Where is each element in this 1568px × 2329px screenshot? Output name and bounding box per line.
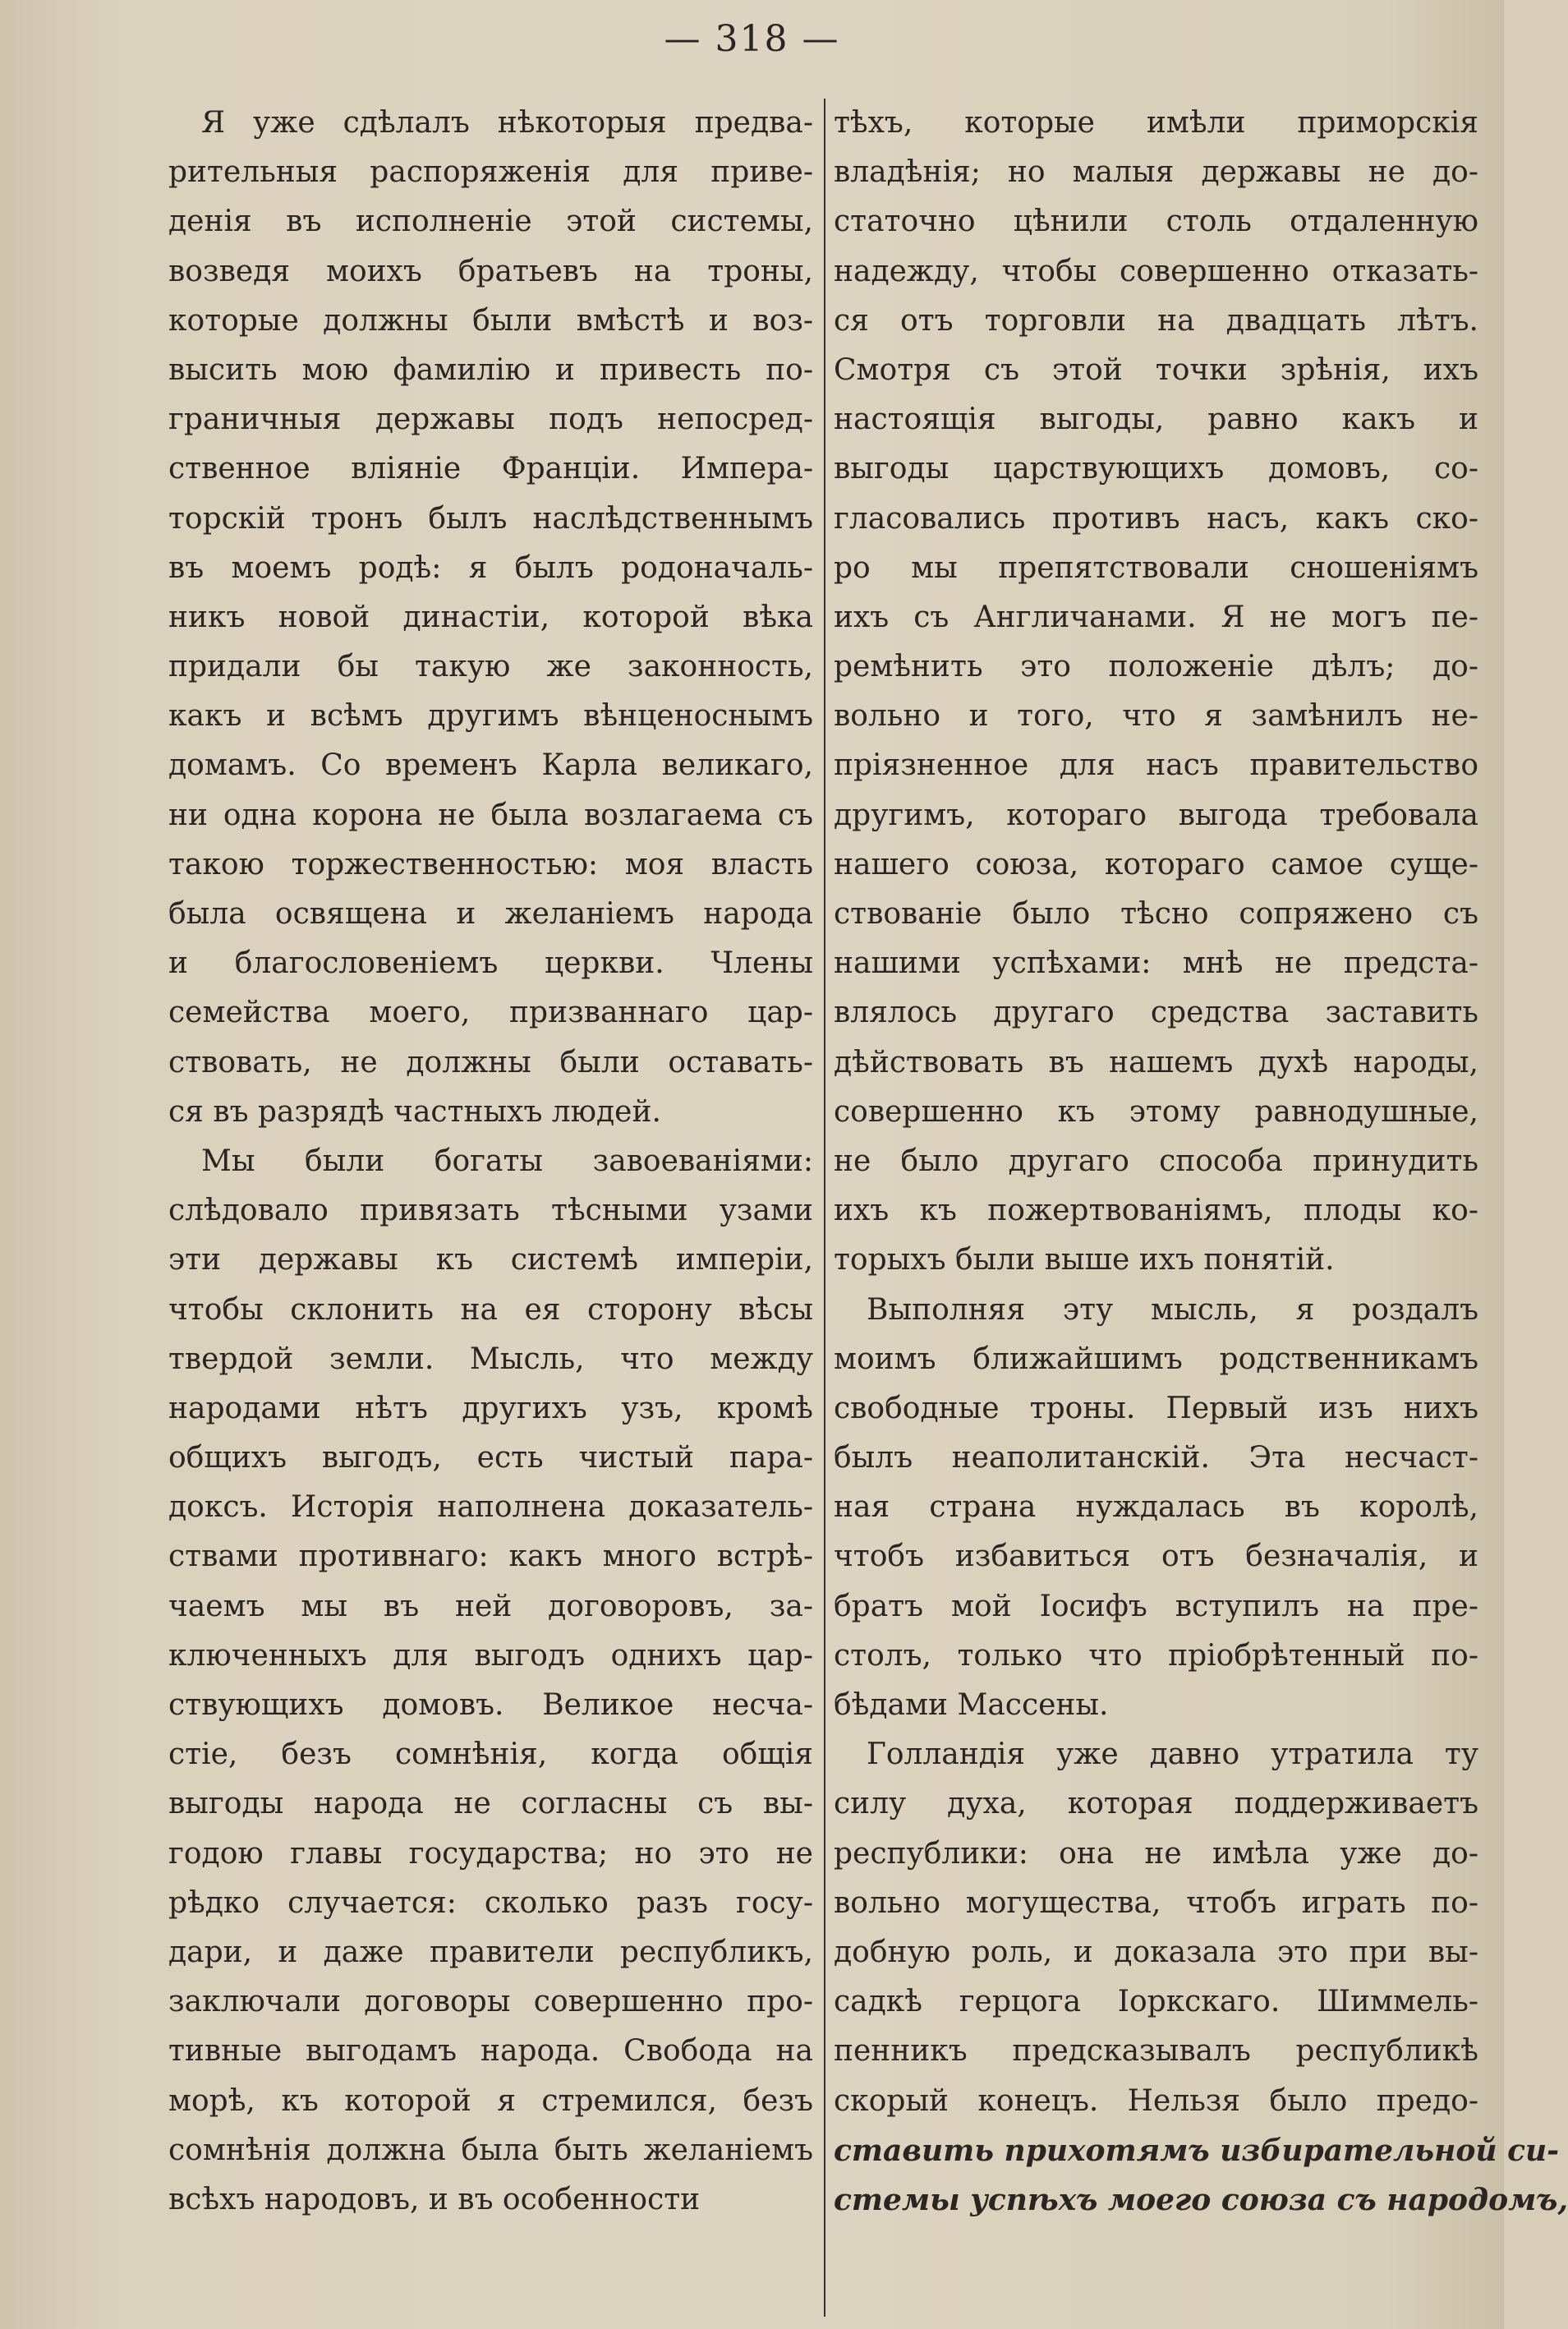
text-line: выгоды народа не согласны съ вы- (168, 1787, 813, 1821)
paragraph (168, 1137, 813, 2225)
text-line: статочно цѣнили столь отдаленную (834, 205, 1478, 239)
text-line: стіе, безъ сомнѣнія, когда общія (168, 1738, 813, 1772)
right-text-column (834, 99, 1568, 2225)
text-line: былъ неаполитанскій. Эта несчаст- (834, 1441, 1478, 1475)
text-line: влялось другаго средства заставить (834, 996, 1478, 1030)
text-line: скорый конецъ. Нельзя было предо- (834, 2083, 1478, 2118)
text-line: ни одна корона не была возлагаема съ (168, 798, 813, 832)
text-line: торыхъ были выше ихъ понятій. (834, 1243, 1335, 1277)
text-line: твердой земли. Мысль, что между (168, 1342, 813, 1376)
text-line: ставить прихотямъ избирательной си- (834, 2133, 1560, 2168)
text-line: чаемъ мы въ ней договоровъ, за- (168, 1589, 813, 1623)
text-line: ная страна нуждалась въ королѣ, (834, 1490, 1478, 1525)
text-line: Мы были богаты завоеваніями: (201, 1144, 813, 1178)
text-line: ствованіе было тѣсно сопряжено съ (834, 897, 1478, 931)
paragraph (168, 99, 813, 1137)
text-line: вольно могущества, чтобъ играть по- (834, 1885, 1478, 1920)
text-line: ремѣнить это положеніе дѣлъ; до- (834, 650, 1478, 684)
text-line: вольно и того, что я замѣнилъ не- (834, 699, 1478, 734)
text-line: пріязненное для насъ правительство (834, 748, 1478, 783)
text-line: настоящія выгоды, равно какъ и (834, 403, 1478, 437)
column-divider (824, 99, 825, 2317)
text-line: какъ и всѣмъ другимъ вѣнценоснымъ (168, 699, 813, 734)
text-line: денія въ исполненіе этой системы, (168, 205, 813, 239)
text-line: общихъ выгодъ, есть чистый пара- (168, 1441, 813, 1475)
text-line: бѣдами Массены. (834, 1688, 1109, 1722)
text-line: нашими успѣхами: мнѣ не предста- (834, 946, 1478, 981)
text-line: такою торжественностью: моя власть (168, 847, 813, 881)
text-line: въ моемъ родѣ: я былъ родоначаль- (168, 550, 813, 585)
text-line: годою главы государства; но это не (168, 1836, 813, 1871)
text-line: силу духа, которая поддерживаетъ (834, 1787, 1478, 1821)
text-line: чтобъ избавиться отъ безначалія, и (834, 1540, 1478, 1574)
text-line: не было другаго способа принудить (834, 1144, 1478, 1178)
text-line: дѣйствовать въ нашемъ духѣ народы, (834, 1045, 1478, 1079)
text-line: слѣдовало привязать тѣсными узами (168, 1194, 813, 1228)
text-line: домамъ. Со временъ Карла великаго, (168, 748, 813, 783)
left-text-column (168, 99, 813, 2225)
text-line: Я уже сдѣлалъ нѣкоторыя предва- (201, 106, 813, 140)
text-line: свободные троны. Первый изъ нихъ (834, 1391, 1478, 1425)
text-line: которые должны были вмѣстѣ и воз- (168, 303, 813, 338)
text-line: гласовались противъ насъ, какъ ско- (834, 501, 1478, 536)
text-line: столъ, только что пріобрѣтенный по- (834, 1638, 1478, 1673)
text-line: рительныя распоряженія для приве- (168, 155, 813, 190)
text-line: Смотря съ этой точки зрѣнія, ихъ (834, 352, 1478, 387)
text-line: сомнѣнія должна была быть желаніемъ (168, 2133, 813, 2167)
text-line: Выполняя эту мысль, я роздалъ (867, 1292, 1478, 1327)
text-line: дари, и даже правители республикъ, (168, 1935, 813, 1969)
text-line: ственное вліяніе Франціи. Импера- (168, 452, 813, 486)
text-line: ствующихъ домовъ. Великое несча- (168, 1688, 813, 1722)
text-line: пенникъ предсказывалъ республикѣ (834, 2034, 1478, 2069)
text-line: возведя моихъ братьевъ на троны, (168, 254, 813, 288)
text-line: ихъ къ пожертвованіямъ, плоды ко- (834, 1194, 1478, 1228)
text-line: тѣхъ, которые имѣли приморскія (834, 106, 1478, 140)
text-line: Голландія уже давно утратила ту (867, 1738, 1478, 1772)
text-line: ствовать, не должны были оставать- (168, 1045, 813, 1079)
text-line: надежду, чтобы совершенно отказать- (834, 254, 1478, 288)
text-line: никъ новой династіи, которой вѣка (168, 600, 813, 634)
text-line: совершенно къ этому равнодушные, (834, 1094, 1478, 1129)
text-line: ключенныхъ для выгодъ однихъ цар- (168, 1638, 813, 1673)
text-line: ихъ съ Англичанами. Я не могъ пе- (834, 600, 1478, 634)
text-line: ствами противнаго: какъ много встрѣ- (168, 1540, 813, 1574)
text-line: братъ мой Іосифъ вступилъ на пре- (834, 1589, 1478, 1623)
text-line: доксъ. Исторія наполнена доказатель- (168, 1490, 813, 1525)
paragraph (834, 1286, 1478, 1731)
text-line: была освящена и желаніемъ народа (168, 897, 813, 931)
text-line: эти державы къ системѣ имперіи, (168, 1243, 813, 1277)
text-line: ся отъ торговли на двадцать лѣтъ. (834, 303, 1478, 338)
page-number: — 318 — (664, 18, 840, 60)
text-line: народами нѣтъ другихъ узъ, кромѣ (168, 1391, 813, 1425)
text-line: торскій тронъ былъ наслѣдственнымъ (168, 501, 813, 536)
text-line: чтобы склонить на ея сторону вѣсы (168, 1292, 813, 1327)
text-line: республики: она не имѣла уже до- (834, 1836, 1478, 1871)
text-line: морѣ, къ которой я стремился, безъ (168, 2083, 813, 2118)
paragraph (834, 1730, 1568, 2225)
text-line: садкѣ герцога Іоркскаго. Шиммель- (834, 1985, 1478, 2019)
text-line: выгоды царствующихъ домовъ, со- (834, 452, 1478, 486)
text-line: добную роль, и доказала это при вы- (834, 1935, 1478, 1969)
text-line: владѣнія; но малыя державы не до- (834, 155, 1478, 190)
text-line: граничныя державы подъ непосред- (168, 403, 813, 437)
text-line: моимъ ближайшимъ родственникамъ (834, 1342, 1478, 1376)
text-line: ся въ разрядѣ частныхъ людей. (168, 1094, 661, 1129)
text-line: нашего союза, котораго самое суще- (834, 847, 1478, 881)
text-line: придали бы такую же законность, (168, 650, 813, 684)
text-line: и благословеніемъ церкви. Члены (168, 946, 813, 981)
text-line: всѣхъ народовъ, и въ особенности (168, 2182, 701, 2216)
text-line: тивные выгодамъ народа. Свобода на (168, 2034, 813, 2069)
text-line: другимъ, котораго выгода требовала (834, 798, 1478, 832)
text-line: высить мою фамилію и привесть по- (168, 352, 813, 387)
text-line: ро мы препятствовали сношеніямъ (834, 550, 1478, 585)
text-line: семейства моего, призваннаго цар- (168, 996, 813, 1030)
text-line: рѣдко случается: сколько разъ госу- (168, 1885, 813, 1920)
paragraph (834, 99, 1478, 1286)
text-line: стемы успѣхъ моего союза съ народомъ, (834, 2182, 1568, 2217)
text-line: заключали договоры совершенно про- (168, 1985, 813, 2019)
